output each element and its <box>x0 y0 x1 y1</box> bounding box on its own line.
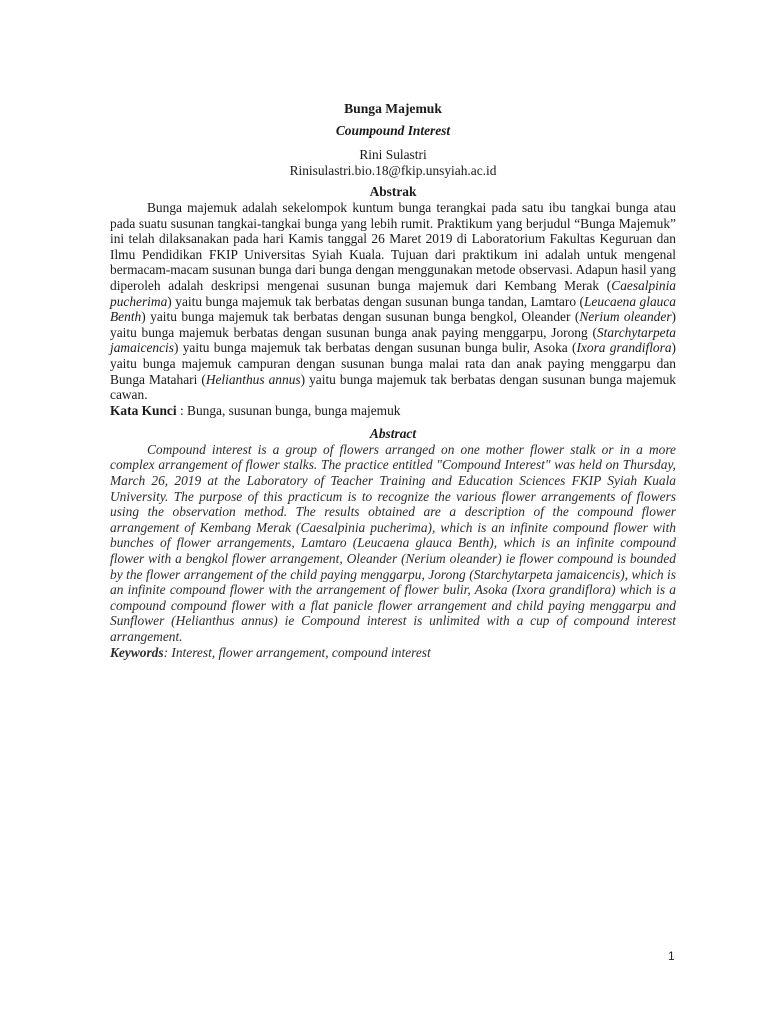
document-page <box>110 101 676 660</box>
keywords-text: : Interest, flower arrangement, compound interest <box>163 644 431 660</box>
kata-kunci-label: Kata Kunci <box>110 402 177 418</box>
abstrak-text-2: ) yaitu bunga majemuk tak berbatas dengan susunan bunga tandan, Lamtaro ( <box>167 293 584 309</box>
species-name: Helianthus annus <box>205 371 301 387</box>
species-name: Nerium oleander <box>579 309 672 325</box>
abstrak-text-7: ) yaitu bunga majemuk tak berbatas dengan susunan bunga majemuk cawan. <box>110 371 676 403</box>
keywords-label: Keywords <box>110 644 164 660</box>
page-number: 1 <box>668 949 675 963</box>
abstrak-text-3: ) yaitu bunga majemuk tak berbatas dengan susunan bunga bengkol, Oleander ( <box>141 309 580 325</box>
species-name: Starchytarpeta jamaicencis <box>110 324 676 356</box>
kata-kunci <box>110 403 676 419</box>
species-name: Ixora grandiflora <box>576 340 672 356</box>
abstrak-text-6: ) yaitu bunga majemuk campuran dengan susunan bunga malai rata dan anak paying menggarpu dan Bunga Matahari ( <box>110 340 676 387</box>
abstract-paragraph: Compound interest is a group of flowers arranged on one mother flower stalk or in a more complex arrangement of flower stalks. The practice entitled "Compound Interest" was held on Thursday, March 26, 2019 at the Laboratory of Teacher Training and Education Sciences FKIP Syiah Kuala University. The purpose of this practicum is to recognize the various flower arrangements of flowers using the observation method. The results obtained are a description of the compound flower arrangement of Kembang Merak (Caesalpinia pucherima), which is an infinite compound flower with bunches of flower arrangements, Lamtaro (Leucaena glauca Benth), which is an infinite compound flower with a bengkol flower arrangement, Oleander (Nerium oleander) ie flower compound is bounded by the flower arrangement of the child paying menggarpu, Jorong (Starchytarpeta jamaicencis), which is an infinite compound flower with the arrangement of flower bulir, Asoka (Ixora grandiflora) which is a compound compound flower with a flat panicle flower arrangement and child paying menggarpu and Sunflower (Helianthus annus) ie Compound interest is unlimited with a cup of compound interest arrangement. <box>110 441 676 644</box>
species-name: Leucaena glauca Benth <box>110 293 676 325</box>
abstrak-heading: Abstrak <box>369 184 417 200</box>
paper-title: Bunga Majemuk <box>344 101 442 116</box>
abstrak-text-1: Bunga majemuk adalah sekelompok kuntum bunga terangkai pada satu ibu tangkai bunga atau pada suatu susunan tangkai-tangkai bunga yang lebih rumit. Praktikum yang berjudul “Bunga Majemuk” ini telah dilaksanakan pada hari Kamis tanggal 26 Maret 2019 di Laboratorium Fakultas Keguruan dan Ilmu Pendidikan FKIP Universitas Syiah Kuala. Tujuan dari praktikum ini adalah untuk mengenal bermacam-macam susunan bunga dari bunga dengan menggunakan metode observasi. Adapun hasil yang diperoleh adalah deskripsi mengenai susunan bunga majemuk dari Kembang Merak ( <box>110 199 676 293</box>
paper-subtitle: Coumpound Interest <box>335 122 451 138</box>
author-email: Rinisulastri.bio.18@fkip.unsyiah.ac.id <box>289 162 497 178</box>
abstract-heading: Abstract <box>369 426 417 442</box>
kata-kunci-text: : Bunga, susunan bunga, bunga majemuk <box>176 402 401 418</box>
author-name: Rini Sulastri <box>359 147 427 163</box>
keywords <box>110 645 676 661</box>
species-name: Caesalpinia pucherima <box>110 277 676 309</box>
abstrak-text-4: ) yaitu bunga majemuk berbatas dengan susunan bunga anak paying menggarpu, Jorong ( <box>110 309 677 340</box>
abstrak-text-5: ) yaitu bunga majemuk tak berbatas dengan susunan bunga bulir, Asoka ( <box>173 340 577 356</box>
abstrak-paragraph <box>110 200 676 403</box>
